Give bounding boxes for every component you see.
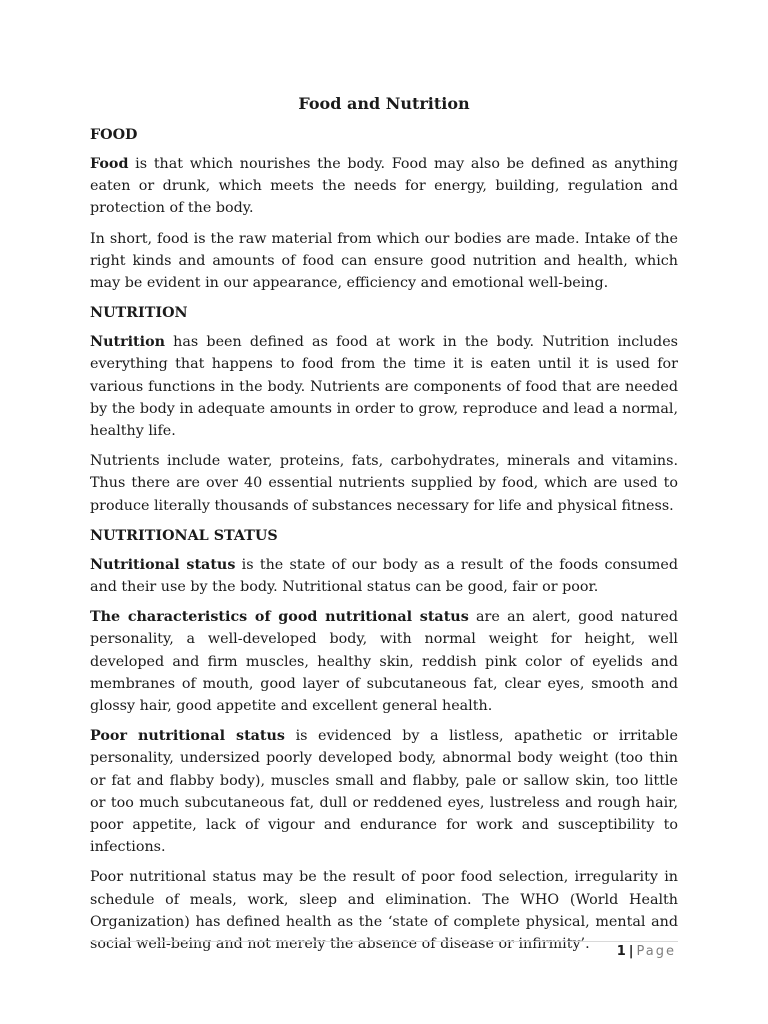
paragraph-text: is the state of our body as a result of the foods consumed and their use by the body. Nutritional status can be good, fair or poor. [90,556,679,596]
heading-nutritional-status: NUTRITIONAL STATUS [90,527,278,544]
paragraph-text: is that which nourishes the body. Food may also be defined as anything eaten or drunk, which meets the needs for energy, building, regulation and protection of the body. [90,156,678,217]
page-footer [617,942,676,962]
paragraph-text: is evidenced by a listless, apathetic or irritable personality, undersized poorly developed body, abnormal body weight (too thin or fat and flabby body), muscles small and flabby, pale or sallow skin, too little or too much subcutaneous fat, dull or reddened eyes, lustreless and rough hair, poor appetite, lack of vigour and endurance for work and susceptibility to infections. [90,728,678,856]
paragraph-nutrition-definition [90,331,678,442]
paragraph-nutrients-list: Nutrients include water, proteins, fats, carbohydrates, minerals and vitamins. Thus there are over 40 essential nutrients supplied by food, which are used to produce literally thousands of substances necessary for life and physical fitness. [90,453,678,514]
term-food: Food [90,156,129,172]
term-nutrition: Nutrition [90,334,165,351]
term-nutritional-status: Nutritional status [90,556,236,573]
paragraph-poor-status [90,725,678,858]
heading-nutrition: NUTRITION [90,305,188,322]
term-good-status: The characteristics of good nutritional status [90,609,469,626]
paragraph-food-definition [90,153,678,220]
page-title: Food and Nutrition [298,94,470,113]
heading-food: FOOD [90,127,138,143]
paragraph-food-raw-material: In short, food is the raw material from which our bodies are made. Intake of the right kinds and amounts of food can ensure good nutrition and health, which may be evident in our appearance, efficiency and emotional well-being. [90,230,678,292]
page-number: 1 [616,944,626,959]
paragraph-poor-status-causes: Poor nutritional status may be the result of poor food selection, irregularity in schedule of meals, work, sleep and elimination. The WHO (World Health Organization) has defined health as the ‘state of complete physical, mental and social well-being and not merely the absence of disease or infirmity’. [90,869,678,953]
paragraph-text: are an alert, good natured personality, a well-developed body, with normal weight for height, well developed and firm muscles, healthy skin, reddish pink color of eyelids and membranes of mouth, good layer of subcutaneous fat, clear eyes, smooth and glossy hair, good appetite and excellent general health. [90,609,678,715]
paragraph-nutritional-status-definition [90,554,678,598]
paragraph-text: has been defined as food at work in the body. Nutrition includes everything that happens to food from the time it is eaten until it is used for various functions in the body. Nutrients are components of food that are needed by the body in adequate amounts in order to grow, reproduce and lead a normal, healthy life. [90,334,678,440]
page-label: Page [636,944,676,959]
term-poor-status: Poor nutritional status [90,728,285,745]
document-body [90,92,678,963]
page-separator: | [628,944,634,959]
paragraph-good-status [90,606,678,717]
footer-divider [90,941,678,942]
